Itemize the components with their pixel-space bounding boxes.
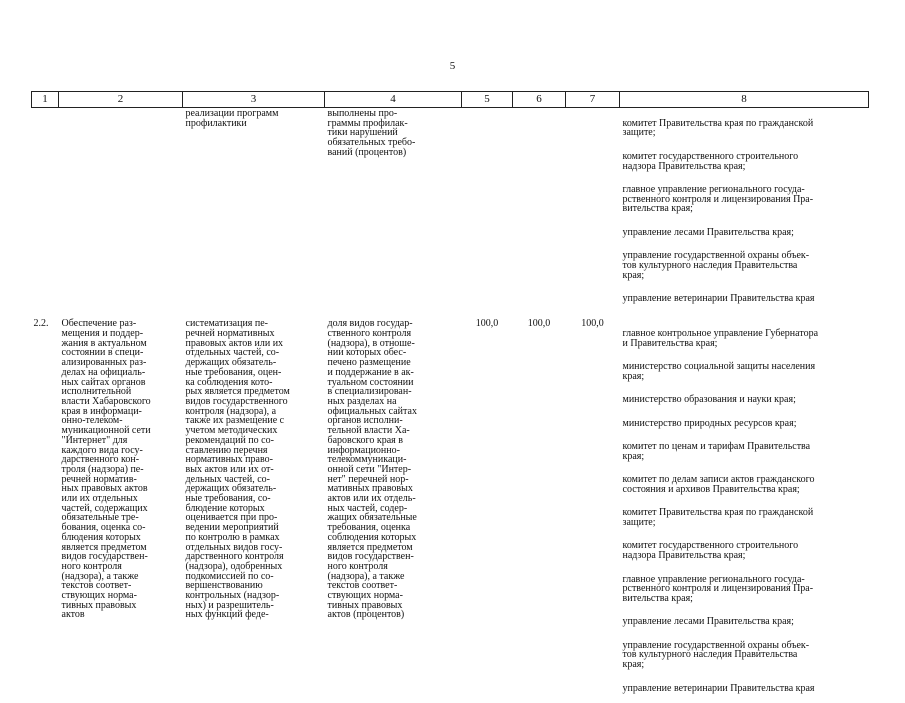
value-cell-7: 100,0 xyxy=(581,318,604,330)
agency-item: управление лесами Правительства края; xyxy=(622,616,794,628)
table-row-continuation xyxy=(32,108,869,314)
header-col-3: 3 xyxy=(183,92,325,108)
agency-item: комитет по ценам и тарифам Правительства края; xyxy=(622,441,811,462)
event-name-cell: Обеспечение раз- мещения и поддер- жания в актуальном состоянии в специ- ализированных раз- делах на официаль- ных сайтах органов исполнительной власти Хабаровского края в информаци- онно-телеком- муникационной сети "Интернет" для каждого вида госу- дарственного кон- троля (надзора) пе- речней норматив- ных правовых актов или их отдельных частей, содержащих обязательные тре- бования, оценка со- блюдения которых является предметом видов государствен- ного контроля (надзора), а также текстов соответ- ствующих норма- тивных правовых актов xyxy=(61,318,151,621)
agency-item: управление государственной охраны объек- тов культурного наследия Правительства края; xyxy=(622,639,810,671)
agency-item: министерство природных ресурсов края; xyxy=(622,417,797,429)
agency-item: главное управление регионального госуда- рственного контроля и лицензирования Пра- вительства края; xyxy=(622,183,814,215)
value-cell-6: 100,0 xyxy=(527,318,551,330)
indicator-cell: выполнены про- граммы профилак- тики нарушений обязательных требо- ваний (процентов) xyxy=(327,108,416,158)
header-col-7: 7 xyxy=(566,92,620,108)
agency-item: комитет по делам записи актов гражданского состояния и архивов Правительства края; xyxy=(622,474,815,495)
page-number: 5 xyxy=(449,60,456,72)
row-number-cell xyxy=(32,108,59,314)
event-name-cell xyxy=(59,108,183,314)
value-cell-7 xyxy=(566,108,620,314)
agency-item: управление лесами Правительства края; xyxy=(622,226,794,238)
value-cell-5: 100,0 xyxy=(475,318,499,330)
value-cell-5 xyxy=(462,108,513,314)
agency-item: управление ветеринарии Правительства края xyxy=(622,682,815,694)
header-col-5: 5 xyxy=(462,92,513,108)
header-col-2: 2 xyxy=(59,92,183,108)
agency-item: главное управление регионального госуда- рственного контроля и лицензирования Пра- вительства края; xyxy=(622,573,814,604)
agency-item: министерство социальной защиты населения края; xyxy=(622,361,816,382)
header-col-1: 1 xyxy=(32,92,59,108)
agency-item: управление ветеринарии Правительства края xyxy=(622,292,815,304)
agency-item: управление государственной охраны объек- тов культурного наследия Правительства края; xyxy=(622,250,810,281)
agency-item: главное контрольное управление Губернатора и Правительства края; xyxy=(622,328,819,349)
agency-item: комитет Правительства края по гражданской защите; xyxy=(622,117,814,139)
indicator-cell: доля видов государ- ственного контроля (надзора), в отноше- нии которых обес- печено размещение и поддержание в ак- туальном состоянии в специализирован- ных разделах на официальных сайтах органов исполни- тельной власти Ха- баровского края в информационно- телекоммуникаци- онной сети "Интер- нет" перечней нор- мативных правовых актов или их отдель- ных частей, содер- жащих обязательные требования, оценка соблюдения которых является предметом видов государствен- ного контроля (надзора), а также текстов соответ- ствующих норма- тивных правовых актов (процентов) xyxy=(327,318,417,621)
row-number-cell: 2.2. xyxy=(33,318,49,330)
header-row xyxy=(32,92,869,108)
agency-item: комитет государственного строительного надзора Правительства края; xyxy=(622,540,799,562)
agency-item: комитет государственного строительного надзора Правительства края; xyxy=(622,150,799,172)
table-row-2-2 xyxy=(32,313,869,703)
document-table xyxy=(31,91,869,703)
agency-item: министерство образования и науки края; xyxy=(622,394,796,406)
event-content-cell: реализации программ профилактики xyxy=(185,108,279,129)
agencies-cell xyxy=(620,108,869,314)
header-col-8: 8 xyxy=(620,92,869,108)
header-col-4: 4 xyxy=(325,92,462,108)
value-cell-6 xyxy=(513,108,566,314)
event-content-cell: систематизация пе- речней нормативных правовых актов или их отдельных частей, со- держащих обязатель- ные требования, оцен- ка соблюдения кото- рых является предметом видов государственного контроля (надзора), а также их размещение с учетом методических рекомендаций по со- ставлению перечня нормативных право- вых актов или их от- дельных частей, со- держащих обязатель- ные требования, со- блюдение которых оценивается при про- ведении мероприятий по контролю в рамках отдельных видов госу- дарственного контроля (надзора), одобренных подкомиссией по со- вершенствованию контрольных (надзор- ных) и разрешитель- ных функций феде- xyxy=(185,318,290,621)
agencies-cell xyxy=(620,313,869,703)
agency-item: комитет Правительства края по гражданской защите; xyxy=(622,507,814,529)
header-col-6: 6 xyxy=(513,92,566,108)
